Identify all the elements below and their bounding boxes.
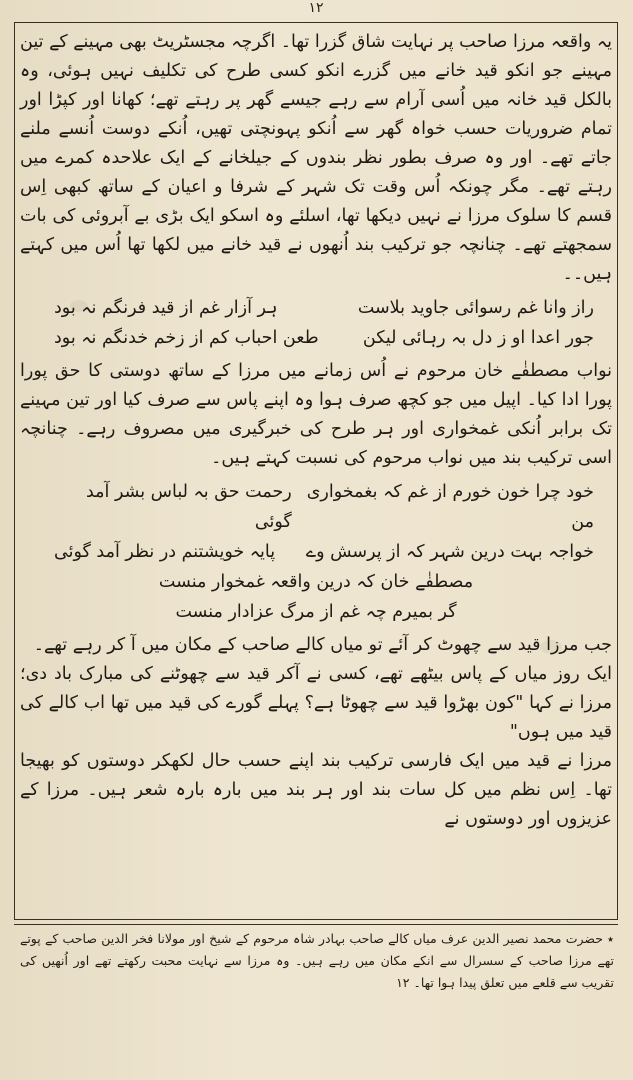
paragraph: ایک روز میاں کے پاس بیٹھے تھے، کسی نے آکر قید سے چھوٹنے کی مبارک باد دی؛ مرزا نے کہا "کون بھڑوا قید سے چھوٹا ہے؟ پہلے گورے کی قید میں تھا اب کالے کی قید میں ہوں" [20, 664, 612, 742]
footnote: ٭ حضرت محمد نصیر الدین عرف میاں کالے صاحب بہادر شاہ مرحوم کے شیخ اور مولانا فخر الدین صاحب کے پوتے تھے مرزا صاحب کے سسرال سے انکے مکان میں رہے ہیں۔ وہ مرزا سے نہایت محبت رکھتے تھے اور اُنھیں کی تقریب سے قلعے میں تعلق پیدا ہوا تھا۔ ۱۲ [20, 931, 614, 990]
verse-line [20, 293, 612, 323]
paragraph: نواب مصطفٰے خان مرحوم نے اُس زمانے میں مرزا کے ساتھ دوستی کا حق پورا پورا ادا کیا۔ اپیل میں جو کچھ صرف ہوا وہ اپنے پاس سے صرف کیا اور تین مہینے تک برابر اُنکی غمخواری اور ہر طرح کی خبرگیری میں مصروف رہے۔ چنانچہ اسی ترکیب بند میں نواب مرحوم کی نسبت کہتے ہیں۔ [20, 361, 612, 468]
verse-block [20, 293, 612, 353]
paragraph: یہ واقعہ مرزا صاحب پر نہایت شاق گزرا تھا۔ اگرچہ مجسٹریٹ بھی مہینے کے تین مہینے جو انکو قید خانے میں گزرے انکو کسی طرح کی تکلیف نہیں ہوئی، وہ بالکل قید خانہ میں اُسی آرام سے رہے جیسے گھر پر رہتے تھے؛ کھانا اور کپڑا اور تمام ضروریات حسب خواہ گھر سے اُنکو پہونچتی تھیں، اُنکے دوست اُنسے ملنے جاتے تھے۔ اور وہ صرف بطور نظر بندوں کے جیلخانے کے ایک علاحدہ کمرے میں رہتے تھے۔ مگر چونکہ اُس وقت تک شہر کے شرفا و اعیان کے ساتھ کبھی اِس قسم کا سلوک مرزا نے نہیں دیکھا تھا، اسلئے وہ اسکو ایک بڑی بے آبروئی کی بات سمجھتے تھے۔ چنانچہ جو ترکیب بند اُنھوں نے قید خانے میں لکھا تھا اُس میں کہتے ہیں۔۔ [20, 32, 612, 284]
verse-hemistich: طعن احباب کم از زخم خدنگم نہ بود [54, 328, 319, 348]
verse-hemistich: ہر آزار غم از قید فرنگم نہ بود [54, 298, 278, 318]
main-text [20, 28, 612, 834]
paragraph: مرزا نے قید میں ایک فارسی ترکیب بند اپنے حسب حال لکھکر دوستوں کو بھیجا تھا۔ اِس نظم میں کل سات بند اور ہر بند میں بارہ بارہ شعر ہیں۔ مرزا کے عزیزوں اور دوستوں نے [20, 751, 612, 829]
verse-hemistich: راز وانا غم رسوائی جاوید بلاست [357, 298, 594, 318]
page-number: ۱۲ [308, 0, 324, 16]
footnote-divider [14, 924, 618, 925]
verse-line-centered: گر بمیرم چہ غم از مرگ عزادار منست [175, 602, 457, 622]
paragraph: جب مرزا قید سے چھوٹ کر آئے تو میاں کالے صاحب کے مکان میں آ کر رہے تھے۔ [33, 635, 612, 655]
verse-line [20, 477, 612, 537]
verse-line-centered: مصطفٰے خان کہ درین واقعہ غمخوار منست [158, 572, 474, 592]
verse-line [20, 323, 612, 353]
verse-hemistich: رحمت حق بہ لباس بشر آمد گوئی [85, 482, 292, 532]
verse-block [20, 477, 612, 627]
verse-hemistich: پایہ خویشتنم در نظر آمد گوئی [54, 542, 276, 562]
verse-hemistich: خود چرا خون خورم از غم کہ بغمخواری من [306, 482, 594, 532]
verse-hemistich: خواجہ بہت درین شہر کہ از پرسش وے [305, 542, 594, 562]
verse-hemistich: جور اعدا او ز دل بہ رہائی لیکن [362, 328, 594, 348]
verse-line [20, 537, 612, 567]
